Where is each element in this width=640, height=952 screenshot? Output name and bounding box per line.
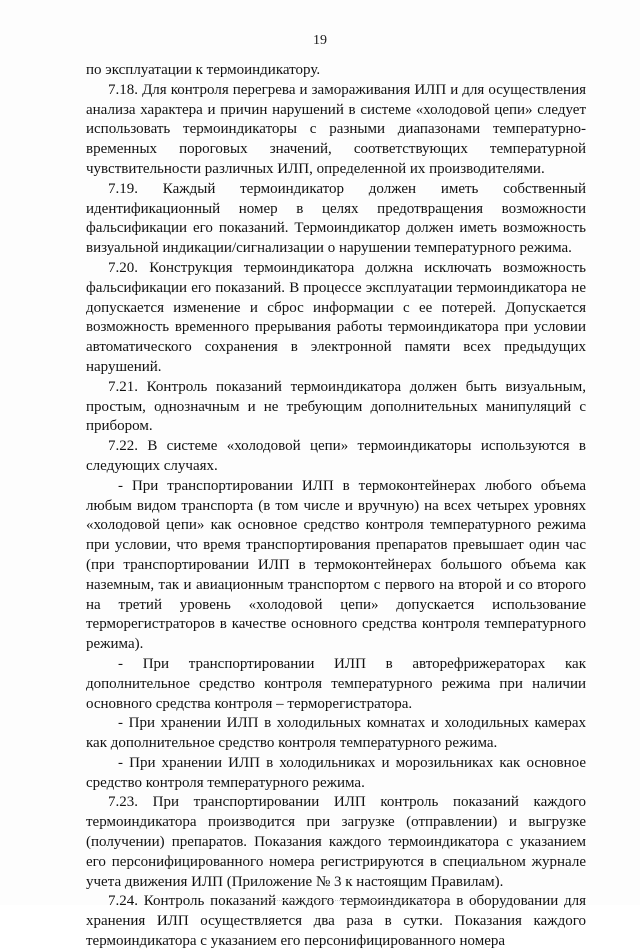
list-item-storage-cold-rooms: - При хранении ИЛП в холодильных комнатах и холодильных камерах как дополнительное средство контроля температурного режима. bbox=[86, 715, 586, 752]
paragraph-7-20: 7.20. Конструкция термоиндикатора должна исключать возможность фальсификации его показаний. В процессе эксплуатации термоиндикатора не допускается изменение и сброс информации с ее потерей. Допускается возможность временного прерывания работы термоиндикатора при условии автоматического сохранения в электронной памяти всех предыдущих нарушений. bbox=[86, 259, 586, 375]
paragraph-7-23: 7.23. При транспортировании ИЛП контроль показаний каждого термоиндикатора производится при загрузке (отправлении) и выгрузке (получении) препаратов. Показания каждого термоиндикатора с указанием его персонифицированного номера регистрируются в специальном журнале учета движения ИЛП (Приложение № 3 к настоящим Правилам). bbox=[86, 794, 586, 890]
paragraph-7-21: 7.21. Контроль показаний термоиндикатора должен быть визуальным, простым, однозначным и не требующим дополнительных манипуляций с прибором. bbox=[86, 378, 586, 435]
scan-edge-mark bbox=[250, 900, 450, 901]
list-item-transport-refrigerated-trucks: - При транспортировании ИЛП в авторефрижераторах как дополнительное средство контроля температурного режима при наличии основного средства контроля – терморегистратора. bbox=[86, 655, 586, 712]
page-number: 19 bbox=[313, 33, 327, 48]
paragraph-continuation: по эксплуатации к термоиндикатору. bbox=[86, 62, 321, 78]
paragraph-7-19: 7.19. Каждый термоиндикатор должен иметь собственный идентификационный номер в целях предотвращения возможности фальсификации его показаний. Термоиндикатор должен иметь возможность визуальной индикации/сигнализации о нарушении температурного режима. bbox=[86, 180, 586, 257]
paragraph-7-22: 7.22. В системе «холодовой цепи» термоиндикаторы используются в следующих случаях. bbox=[86, 438, 586, 474]
paragraph-7-18: 7.18. Для контроля перегрева и замораживания ИЛП и для осуществления анализа характера и причин нарушений в системе «холодовой цепи» следует использовать термоиндикаторы с разными диапазонами температурно-временных пороговых значений, соответствующих температурной чувствительности различных ИЛП, определенной их производителями. bbox=[86, 81, 586, 177]
list-item-transport-thermocontainers: - При транспортировании ИЛП в термоконтейнерах любого объема любым видом транспорта (в том числе и вручную) на всех четырех уровнях «холодовой цепи» как основное средство контроля температурного режима при условии, что время транспортирования препаратов превышает один час (при транспортировании ИЛП в термоконтейнерах большого объема как наземным, так и авиационным транспортом с первого на второй и со второго на третий уровень «холодовой цепи» допускается использование терморегистраторов в качестве основного средства контроля температурного режима). bbox=[86, 477, 586, 653]
document-body bbox=[86, 61, 586, 952]
list-item-storage-refrigerators: - При хранении ИЛП в холодильниках и морозильниках как основное средство контроля температурного режима. bbox=[86, 754, 586, 791]
paragraph-7-24: 7.24. Контроль показаний каждого термоиндикатора в оборудовании для хранения ИЛП осуществляется два раза в сутки. Показания каждого термоиндикатора с указанием его персонифицированного номера bbox=[86, 893, 586, 950]
